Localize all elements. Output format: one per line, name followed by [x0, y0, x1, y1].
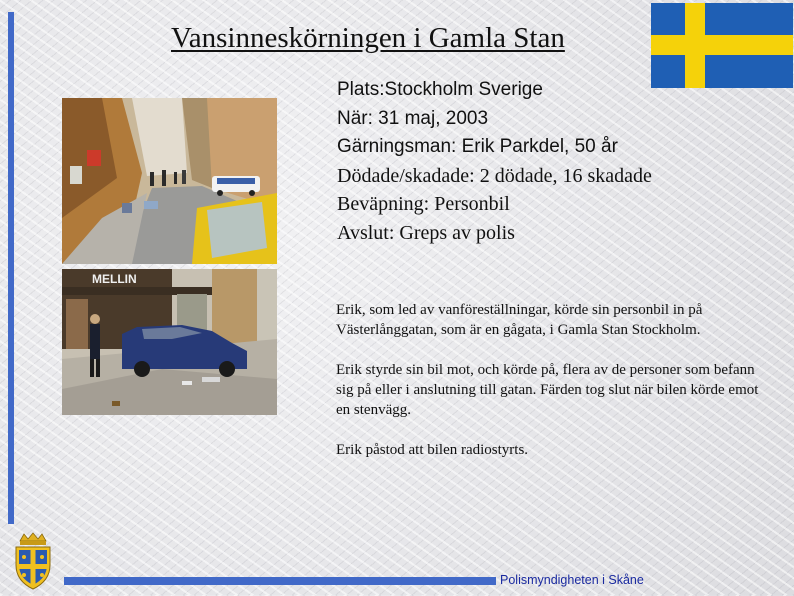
- police-crest-icon: [10, 531, 56, 591]
- swedish-flag-icon: [651, 3, 793, 88]
- crash-scene-photo: [62, 269, 277, 415]
- story-text: [336, 300, 766, 480]
- fact-perpetrator: Gärningsman: Erik Parkdel, 50 år: [337, 136, 618, 157]
- story-paragraph-3: Erik påstod att bilen radiostyrts.: [336, 442, 529, 458]
- story-paragraph-2: Erik styrde sin bil mot, och körde på, flera av de personer som befann sig på eller i anslutning till gatan. Färden tog slut när bilen körde emot en stenvägg.: [336, 362, 759, 418]
- street-scene-photo: [62, 98, 277, 264]
- fact-location: Plats:Stockholm Sverige: [337, 79, 543, 100]
- fact-weapon: Beväpning: Personbil: [337, 193, 510, 215]
- fact-casualties: Dödade/skadade: 2 dödade, 16 skadade: [337, 164, 652, 187]
- left-accent-bar: [8, 12, 14, 524]
- story-paragraph-1: Erik, som led av vanföreställningar, körde sin personbil in på Västerlånggatan, som är en gågata, i Gamla Stan Stockholm.: [336, 302, 703, 338]
- footer-accent-bar: [64, 577, 496, 585]
- fact-outcome: Avslut: Greps av polis: [337, 221, 515, 244]
- fact-list: [337, 76, 652, 247]
- slide-title: Vansinneskörningen i Gamla Stan: [171, 22, 565, 54]
- fact-date: När: 31 maj, 2003: [337, 107, 489, 129]
- shop-sign-mellin: MELLIN: [92, 272, 137, 286]
- footer-organization: Polismyndigheten i Skåne: [500, 573, 644, 587]
